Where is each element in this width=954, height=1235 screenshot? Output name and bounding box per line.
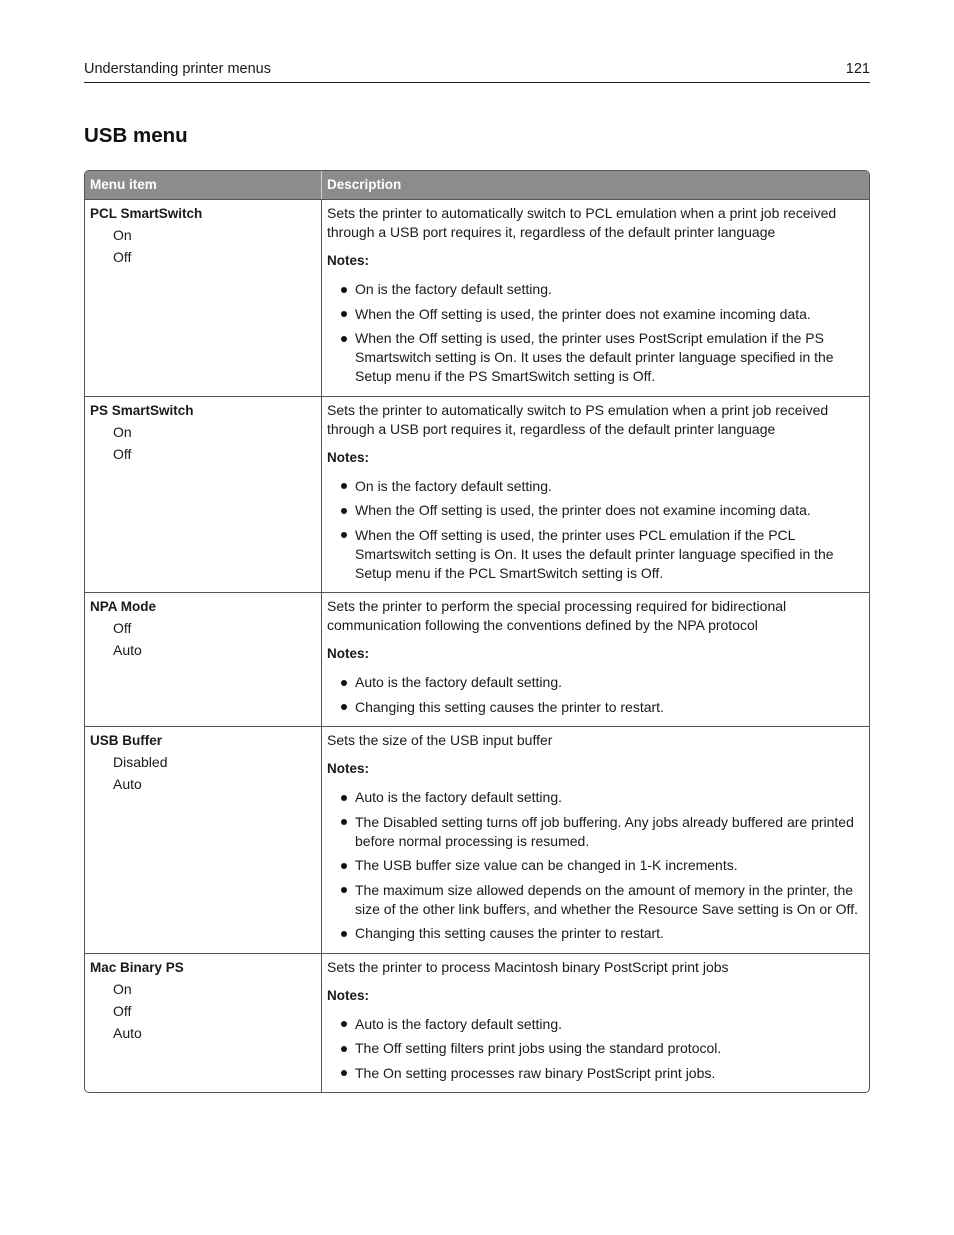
column-header-menu-item: Menu item <box>85 171 322 199</box>
page-header <box>84 60 870 83</box>
section-title: Understanding printer menus <box>84 61 271 77</box>
notes-label: Notes: <box>327 449 370 465</box>
menu-item-name: USB Buffer <box>90 733 163 748</box>
description-cell <box>322 593 869 726</box>
description-text: Sets the printer to automatically switch to PCL emulation when a print job received through a USB port requires it, regardless of the default printer language <box>327 205 837 240</box>
page-number: 121 <box>845 61 870 77</box>
description-text: Sets the size of the USB input buffer <box>327 732 553 748</box>
usb-menu-table <box>84 170 870 1093</box>
menu-item-option: Auto <box>113 776 142 792</box>
note-item: The On setting processes raw binary PostScript print jobs. <box>327 1064 863 1083</box>
notes-label: Notes: <box>327 253 370 268</box>
menu-item-option: On <box>113 423 132 440</box>
notes-list <box>327 1015 863 1083</box>
note-item: On is the factory default setting. <box>327 280 863 299</box>
note-item: When the Off setting is used, the printer does not examine incoming data. <box>327 305 863 324</box>
menu-item-cell <box>85 954 322 1093</box>
notes-list <box>327 673 863 717</box>
menu-item-cell <box>85 727 322 953</box>
menu-item-cell <box>85 200 322 396</box>
menu-item-name: Mac Binary PS <box>90 959 184 975</box>
table-header-row <box>85 171 869 199</box>
menu-item-option: Off <box>113 445 132 462</box>
notes-list <box>327 788 863 943</box>
table-row <box>85 199 869 396</box>
description-text: Sets the printer to automatically switch to PS emulation when a print job received through a USB port requires it, regardless of the default printer language <box>327 401 829 437</box>
menu-item-option: On <box>113 227 132 243</box>
note-item: When the Off setting is used, the printer uses PostScript emulation if the PS Smartswitch setting is On. It uses the default printer language specified in the Setup menu if the PS SmartSwitch setting is Off. <box>327 329 863 386</box>
menu-item-option: On <box>113 980 132 997</box>
note-item: The Off setting filters print jobs using the standard protocol. <box>327 1039 863 1058</box>
notes-label: Notes: <box>327 761 370 776</box>
note-item: Auto is the factory default setting. <box>327 1015 863 1034</box>
table-row <box>85 592 869 726</box>
page-title: USB menu <box>84 124 188 147</box>
menu-item-option: Off <box>113 1002 132 1019</box>
notes-label: Notes: <box>327 646 370 661</box>
note-item: When the Off setting is used, the printer uses PCL emulation if the PCL Smartswitch setting is On. It uses the default printer language specified in the Setup menu if the PCL SmartSwitch setting is Off. <box>327 526 863 583</box>
description-cell <box>322 954 869 1093</box>
description-cell <box>322 200 869 396</box>
description-text: Sets the printer to perform the special processing required for bidirectional communication following the conventions defined by the NPA protocol <box>327 598 787 633</box>
note-item: Changing this setting causes the printer to restart. <box>327 924 863 943</box>
notes-list <box>327 477 863 583</box>
table-row <box>85 953 869 1093</box>
menu-item-name: PS SmartSwitch <box>90 402 194 418</box>
notes-list <box>327 280 863 386</box>
table-body <box>85 199 869 1092</box>
table-row <box>85 726 869 953</box>
note-item: The maximum size allowed depends on the amount of memory in the printer, the size of the other link buffers, and whether the Resource Save setting is On or Off. <box>327 881 863 919</box>
note-item: When the Off setting is used, the printer does not examine incoming data. <box>327 501 863 520</box>
menu-item-option: Auto <box>113 642 142 658</box>
menu-item-name: NPA Mode <box>90 599 156 614</box>
note-item: On is the factory default setting. <box>327 477 863 496</box>
menu-item-cell <box>85 397 322 593</box>
menu-item-name: PCL SmartSwitch <box>90 206 203 221</box>
note-item: The Disabled setting turns off job buffering. Any jobs already buffered are printed before normal processing is resumed. <box>327 813 863 851</box>
description-cell <box>322 397 869 593</box>
note-item: The USB buffer size value can be changed in 1-K increments. <box>327 856 863 875</box>
menu-item-cell <box>85 593 322 726</box>
note-item: Auto is the factory default setting. <box>327 673 863 692</box>
menu-item-option: Off <box>113 249 132 265</box>
description-cell <box>322 727 869 953</box>
note-item: Auto is the factory default setting. <box>327 788 863 807</box>
column-header-description: Description <box>327 177 402 192</box>
menu-item-option: Off <box>113 620 132 636</box>
description-text: Sets the printer to process Macintosh binary PostScript print jobs <box>327 958 729 975</box>
note-item: Changing this setting causes the printer to restart. <box>327 698 863 717</box>
table-row <box>85 396 869 593</box>
menu-item-option: Disabled <box>113 754 168 770</box>
menu-item-option: Auto <box>113 1024 142 1041</box>
notes-label: Notes: <box>327 987 370 1003</box>
